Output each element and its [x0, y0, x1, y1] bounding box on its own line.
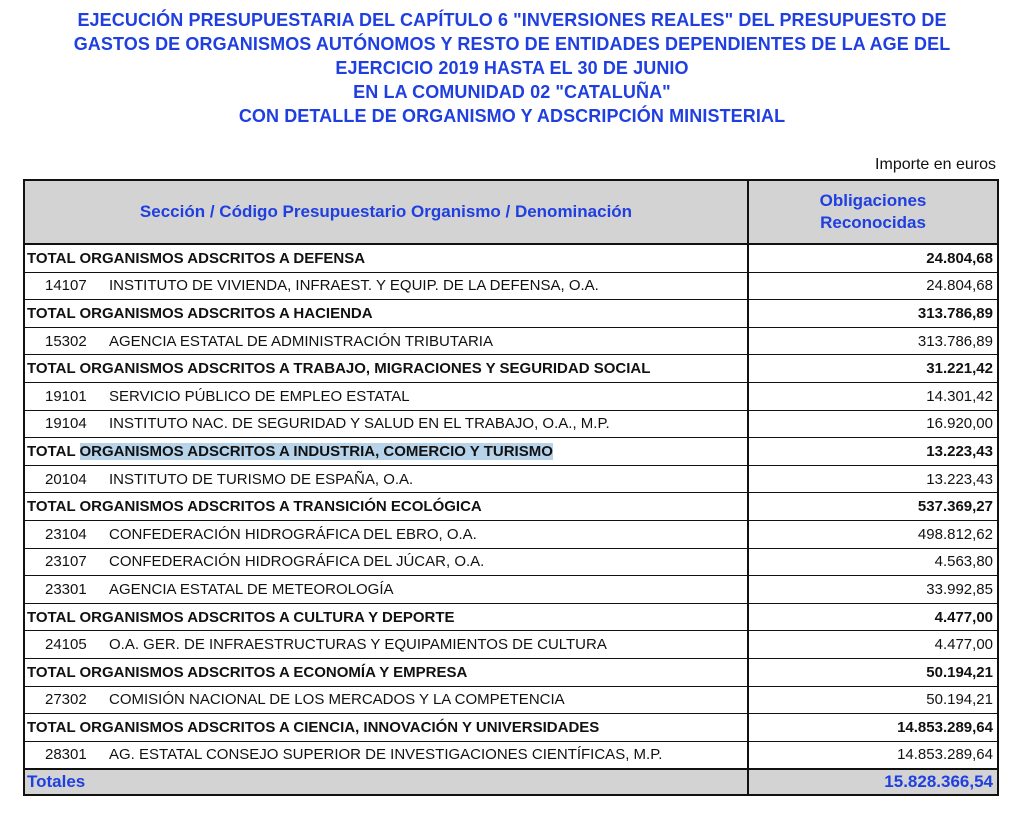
row-name-cell	[24, 438, 748, 466]
organism-label: CONFEDERACIÓN HIDROGRÁFICA DEL EBRO, O.A.	[109, 525, 477, 543]
row-amount: 33.992,85	[748, 576, 998, 604]
row-name-cell	[24, 714, 748, 742]
row-amount: 14.301,42	[748, 382, 998, 410]
title-line-5: CON DETALLE DE ORGANISMO Y ADSCRIPCIÓN MINISTERIAL	[238, 106, 786, 126]
row-amount: 313.786,89	[748, 300, 998, 328]
row-amount: 50.194,21	[748, 658, 998, 686]
row-amount: 24.804,68	[748, 272, 998, 300]
row-name-cell	[24, 355, 748, 383]
organism-label: O.A. GER. DE INFRAESTRUCTURAS Y EQUIPAMIENTOS DE CULTURA	[109, 636, 607, 654]
row-amount: 31.221,42	[748, 355, 998, 383]
header-name: Sección / Código Presupuestario Organismo / Denominación	[24, 180, 748, 244]
section-label: ORGANISMOS ADSCRITOS A CULTURA Y DEPORTE	[79, 608, 455, 626]
total-prefix: TOTAL	[27, 249, 80, 267]
row-amount: 498.812,62	[748, 520, 998, 548]
organism-label: COMISIÓN NACIONAL DE LOS MERCADOS Y LA COMPETENCIA	[109, 691, 565, 709]
grand-total-amount: 15.828.366,54	[748, 769, 998, 795]
section-total-row	[24, 244, 998, 272]
section-total-row	[24, 714, 998, 742]
row-amount: 14.853.289,64	[748, 714, 998, 742]
header-amount-line-2: Reconocidas	[820, 213, 926, 232]
organism-row	[24, 327, 998, 355]
organism-code: 23107	[45, 553, 87, 571]
grand-total-label: Totales	[24, 769, 748, 795]
organism-row	[24, 576, 998, 604]
row-amount: 537.369,27	[748, 493, 998, 521]
organism-code: 19101	[45, 387, 87, 405]
total-prefix: TOTAL	[27, 663, 80, 681]
title-line-3: EJERCICIO 2019 HASTA EL 30 DE JUNIO	[335, 58, 689, 78]
table-body	[24, 244, 998, 769]
section-total-row	[24, 438, 998, 466]
section-label: ORGANISMOS ADSCRITOS A ECONOMÍA Y EMPRESA	[79, 663, 468, 681]
row-amount: 50.194,21	[748, 686, 998, 714]
report-title	[0, 8, 1024, 128]
organism-label: INSTITUTO DE TURISMO DE ESPAÑA, O.A.	[109, 470, 414, 488]
row-name-cell	[24, 658, 748, 686]
row-name-cell	[24, 520, 748, 548]
row-name-cell	[24, 300, 748, 328]
total-prefix: TOTAL	[27, 360, 80, 378]
organism-code: 15302	[45, 332, 87, 350]
row-name-cell	[24, 410, 748, 438]
section-total-row	[24, 300, 998, 328]
organism-label: AGENCIA ESTATAL DE METEOROLOGÍA	[109, 580, 394, 598]
section-total-row	[24, 658, 998, 686]
row-name-cell	[24, 493, 748, 521]
organism-label: AG. ESTATAL CONSEJO SUPERIOR DE INVESTIGACIONES CIENTÍFICAS, M.P.	[109, 746, 663, 764]
header-amount	[748, 180, 998, 244]
row-name-cell	[24, 382, 748, 410]
total-prefix: TOTAL	[27, 608, 80, 626]
section-label: ORGANISMOS ADSCRITOS A INDUSTRIA, COMERCIO Y TURISMO	[79, 442, 553, 460]
organism-row	[24, 465, 998, 493]
section-total-row	[24, 603, 998, 631]
row-amount: 13.223,43	[748, 438, 998, 466]
organism-label: SERVICIO PÚBLICO DE EMPLEO ESTATAL	[109, 387, 410, 405]
organism-code: 28301	[45, 746, 87, 764]
title-line-2: GASTOS DE ORGANISMOS AUTÓNOMOS Y RESTO DE ENTIDADES DEPENDIENTES DE LA AGE DEL	[73, 34, 951, 54]
units-label: Importe en euros	[875, 156, 996, 173]
row-name-cell	[24, 548, 748, 576]
row-name-cell	[24, 327, 748, 355]
section-total-row	[24, 493, 998, 521]
organism-row	[24, 741, 998, 769]
title-line-1: EJECUCIÓN PRESUPUESTARIA DEL CAPÍTULO 6 "INVERSIONES REALES" DEL PRESUPUESTO DE	[77, 10, 947, 30]
row-amount: 13.223,43	[748, 465, 998, 493]
organism-code: 19104	[45, 415, 87, 433]
section-label: ORGANISMOS ADSCRITOS A CIENCIA, INNOVACIÓN Y UNIVERSIDADES	[79, 718, 600, 736]
row-amount: 4.477,00	[748, 631, 998, 659]
section-label: ORGANISMOS ADSCRITOS A TRANSICIÓN ECOLÓGICA	[79, 498, 482, 516]
organism-row	[24, 686, 998, 714]
row-name-cell	[24, 576, 748, 604]
row-amount: 16.920,00	[748, 410, 998, 438]
section-label: ORGANISMOS ADSCRITOS A TRABAJO, MIGRACIONES Y SEGURIDAD SOCIAL	[79, 360, 651, 378]
row-name-cell	[24, 631, 748, 659]
row-name-cell	[24, 603, 748, 631]
organism-row	[24, 548, 998, 576]
organism-code: 23301	[45, 580, 87, 598]
organism-label: AGENCIA ESTATAL DE ADMINISTRACIÓN TRIBUTARIA	[109, 332, 493, 350]
organism-code: 27302	[45, 691, 87, 709]
total-prefix: TOTAL	[27, 718, 80, 736]
section-total-row	[24, 355, 998, 383]
grand-total-row	[24, 769, 998, 795]
row-amount: 4.477,00	[748, 603, 998, 631]
total-prefix: TOTAL	[27, 304, 80, 322]
organism-label: INSTITUTO DE VIVIENDA, INFRAEST. Y EQUIP. DE LA DEFENSA, O.A.	[109, 277, 599, 295]
organism-label: CONFEDERACIÓN HIDROGRÁFICA DEL JÚCAR, O.A.	[109, 553, 485, 571]
row-name-cell	[24, 741, 748, 769]
organism-code: 24105	[45, 636, 87, 654]
header-amount-line-1: Obligaciones	[819, 191, 927, 210]
organism-row	[24, 631, 998, 659]
organism-code: 23104	[45, 525, 87, 543]
row-name-cell	[24, 686, 748, 714]
row-name-cell	[24, 244, 748, 272]
organism-label: INSTITUTO NAC. DE SEGURIDAD Y SALUD EN EL TRABAJO, O.A., M.P.	[109, 415, 610, 433]
budget-table	[23, 179, 999, 796]
total-prefix: TOTAL	[27, 442, 80, 460]
row-amount: 24.804,68	[748, 244, 998, 272]
organism-row	[24, 410, 998, 438]
organism-row	[24, 520, 998, 548]
organism-row	[24, 272, 998, 300]
organism-code: 14107	[45, 277, 87, 295]
row-name-cell	[24, 272, 748, 300]
section-label: ORGANISMOS ADSCRITOS A HACIENDA	[79, 304, 373, 322]
section-label: ORGANISMOS ADSCRITOS A DEFENSA	[79, 249, 366, 267]
organism-row	[24, 382, 998, 410]
total-prefix: TOTAL	[27, 498, 80, 516]
row-amount: 14.853.289,64	[748, 741, 998, 769]
title-line-4: EN LA COMUNIDAD 02 "CATALUÑA"	[353, 82, 671, 102]
table-header-row	[24, 180, 998, 244]
row-amount: 313.786,89	[748, 327, 998, 355]
organism-code: 20104	[45, 470, 87, 488]
row-name-cell	[24, 465, 748, 493]
row-amount: 4.563,80	[748, 548, 998, 576]
